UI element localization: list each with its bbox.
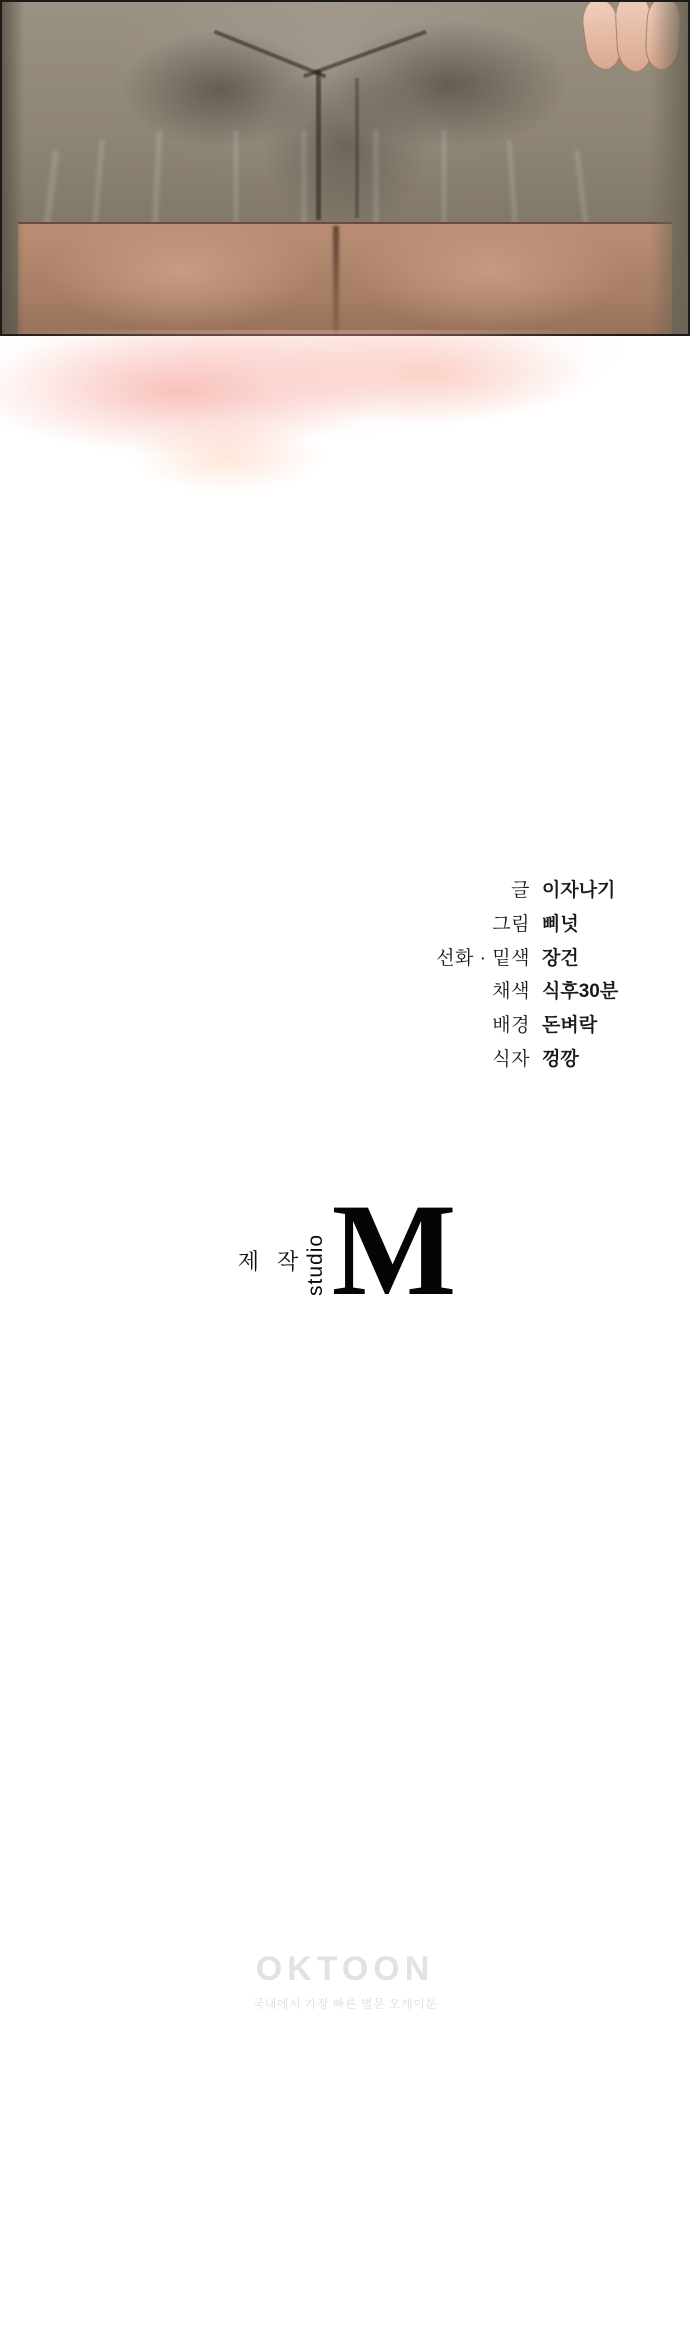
credit-name: 삐넛: [542, 913, 579, 935]
oktoon-logo: OKTOON: [255, 1950, 435, 1988]
credit-name: 장건: [542, 947, 579, 969]
credit-role: 선화 · 밑색: [436, 947, 530, 969]
credit-name: 돈벼락: [542, 1015, 598, 1037]
studio-m-logo: [304, 1176, 453, 1324]
credit-name: 식후30분: [542, 981, 619, 1003]
studio-logo-word: studio: [304, 1233, 328, 1296]
credit-row: [218, 1049, 638, 1072]
fabric-seam: [316, 70, 321, 220]
credit-name: 이자나기: [542, 880, 616, 901]
credits-block: [218, 880, 638, 1083]
panel-edge-shadow-left: [0, 0, 24, 336]
oktoon-tagline: 국내에서 가장 빠른 별문 오케이툰: [252, 1997, 438, 2011]
comic-panel-illustration: [0, 0, 690, 336]
studio-inner: [237, 1176, 453, 1324]
panel-edge-shadow-right: [650, 0, 690, 336]
credit-row: [218, 880, 638, 903]
skin-contour: [333, 226, 339, 334]
credit-role: 글: [511, 880, 530, 901]
warm-glow-gradient: [0, 330, 690, 610]
credit-role: 그림: [492, 913, 530, 935]
studio-logo-letter: M: [331, 1176, 453, 1324]
studio-label: 제 작: [237, 1249, 305, 1274]
credit-row: [218, 914, 638, 937]
credit-role: 식자: [492, 1048, 530, 1070]
fabric-seam: [355, 78, 359, 218]
credit-name: 껑깡: [542, 1048, 579, 1070]
credit-role: 채색: [492, 981, 530, 1003]
credit-row: [218, 981, 638, 1004]
fabric-shadow: [260, 60, 430, 230]
footer-watermark: [0, 1950, 690, 2012]
skin-area: [18, 222, 672, 336]
credit-row: [218, 1015, 638, 1038]
credit-row: [218, 948, 638, 971]
studio-credit: [0, 1176, 690, 1324]
credit-role: 배경: [492, 1015, 530, 1037]
